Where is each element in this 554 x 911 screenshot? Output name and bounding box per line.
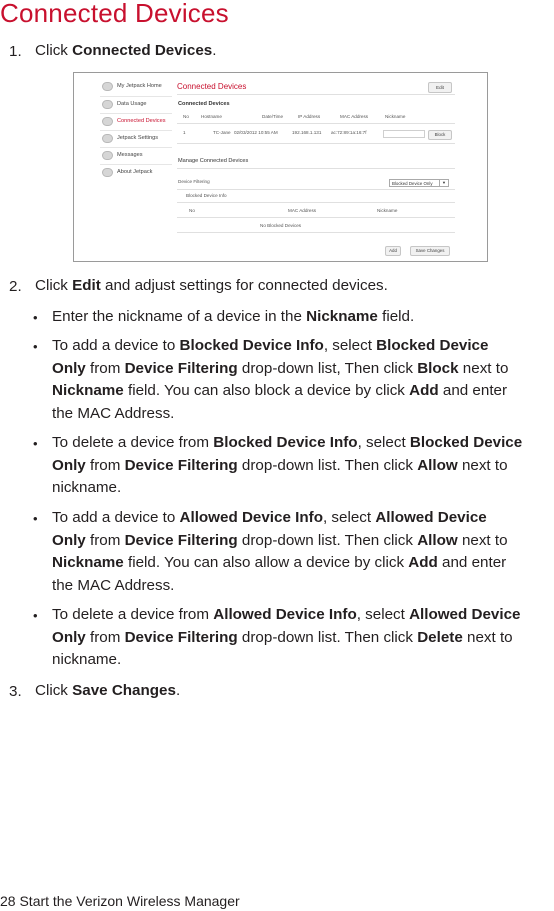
bullet-item: Enter the nickname of a device in the Nickname field.: [52, 308, 415, 325]
divider: [177, 189, 455, 190]
step-number: 1.: [9, 43, 22, 60]
block-button: Block: [428, 130, 452, 140]
table-cell: ac:72:89:1a:16:7f: [331, 130, 367, 135]
device-filtering-label: Device Filtering: [178, 179, 210, 184]
sidebar-item-connected-devices: Connected Devices: [100, 113, 172, 129]
col-header: No: [189, 208, 195, 213]
nickname-field: [383, 130, 425, 138]
info-icon: [102, 168, 113, 177]
step-2-text: Click Edit and adjust settings for connected devices.: [35, 277, 388, 294]
page-heading: Connected Devices: [0, 0, 229, 28]
sidebar-item-about: About Jetpack: [100, 164, 172, 180]
devices-icon: [102, 117, 113, 126]
chart-icon: [102, 100, 113, 109]
home-icon: [102, 82, 113, 91]
bullet-item: To delete a device from Blocked Device Info, select Blocked Device Only from Device Filtering drop-down list. Then click Allow next to nickname.: [52, 434, 523, 497]
divider: [177, 94, 455, 95]
bullet-item: To delete a device from Allowed Device Info, select Allowed Device Only from Device Filtering drop-down list. Then click Delete next to nickname.: [52, 606, 521, 669]
divider: [177, 123, 455, 124]
sidebar-item-settings: Jetpack Settings: [100, 130, 172, 146]
bullet-item: To add a device to Allowed Device Info, select Allowed Device Only from Device Filtering drop-down list. Then click Allow next to Nickname field. You can also allow a device by click Add and enter the MAC Address.: [52, 509, 508, 594]
sidebar-item-messages: Messages: [100, 147, 172, 163]
gear-icon: [102, 134, 113, 143]
table-cell: 192.168.1.131: [292, 130, 322, 135]
bullet-glyph: •: [33, 310, 38, 325]
col-header: Nickname: [377, 208, 398, 213]
manage-heading: Manage Connected Devices: [178, 158, 249, 164]
table-cell: 1: [183, 130, 186, 135]
envelope-icon: [102, 151, 113, 160]
step-1-text: Click Connected Devices.: [35, 42, 217, 59]
connected-heading: Connected Devices: [178, 101, 230, 107]
save-changes-button: Save Changes: [410, 246, 450, 256]
screenshot-title: Connected Devices: [177, 82, 247, 91]
add-button: Add: [385, 246, 401, 256]
bullet-item: To add a device to Blocked Device Info, select Blocked Device Only from Device Filtering drop-down list, Then click Block next to Nickname field. You can also block a device by click Add and enter the MAC Address.: [52, 337, 509, 422]
sidebar-item-home: My Jetpack Home: [100, 79, 172, 94]
col-header: Hostname: [201, 114, 222, 119]
step-number: 2.: [9, 278, 22, 295]
col-header: MAC Address: [340, 114, 369, 119]
sidebar-item-data-usage: Data Usage: [100, 96, 172, 112]
device-filtering-select: Blocked Device Only ▼: [389, 179, 449, 187]
blocked-info-label: Blocked Device Info: [186, 193, 227, 198]
table-cell: 02/03/2012 10:55 AM: [234, 130, 278, 135]
no-blocked-text: No Blocked Devices: [260, 223, 302, 228]
col-header: Date/Time: [262, 114, 284, 119]
step-number: 3.: [9, 683, 22, 700]
bullet-glyph: •: [33, 436, 38, 451]
col-header: MAC Address: [288, 208, 317, 213]
table-cell: TC-Jane: [213, 130, 231, 135]
chevron-down-icon: ▼: [439, 180, 448, 186]
divider: [177, 217, 455, 218]
col-header: No: [183, 114, 189, 119]
step-3-text: Click Save Changes.: [35, 682, 181, 699]
col-header: IP Address: [298, 114, 321, 119]
bullet-glyph: •: [33, 511, 38, 526]
divider: [177, 232, 455, 233]
bullet-glyph: •: [33, 608, 38, 623]
divider: [177, 143, 455, 144]
divider: [177, 168, 455, 169]
col-header: Nickname: [385, 114, 406, 119]
bullet-glyph: •: [33, 339, 38, 354]
connected-devices-screenshot: [73, 72, 488, 262]
page-footer: 28 Start the Verizon Wireless Manager: [0, 893, 240, 909]
edit-button: Edit: [428, 82, 452, 93]
divider: [177, 202, 455, 203]
